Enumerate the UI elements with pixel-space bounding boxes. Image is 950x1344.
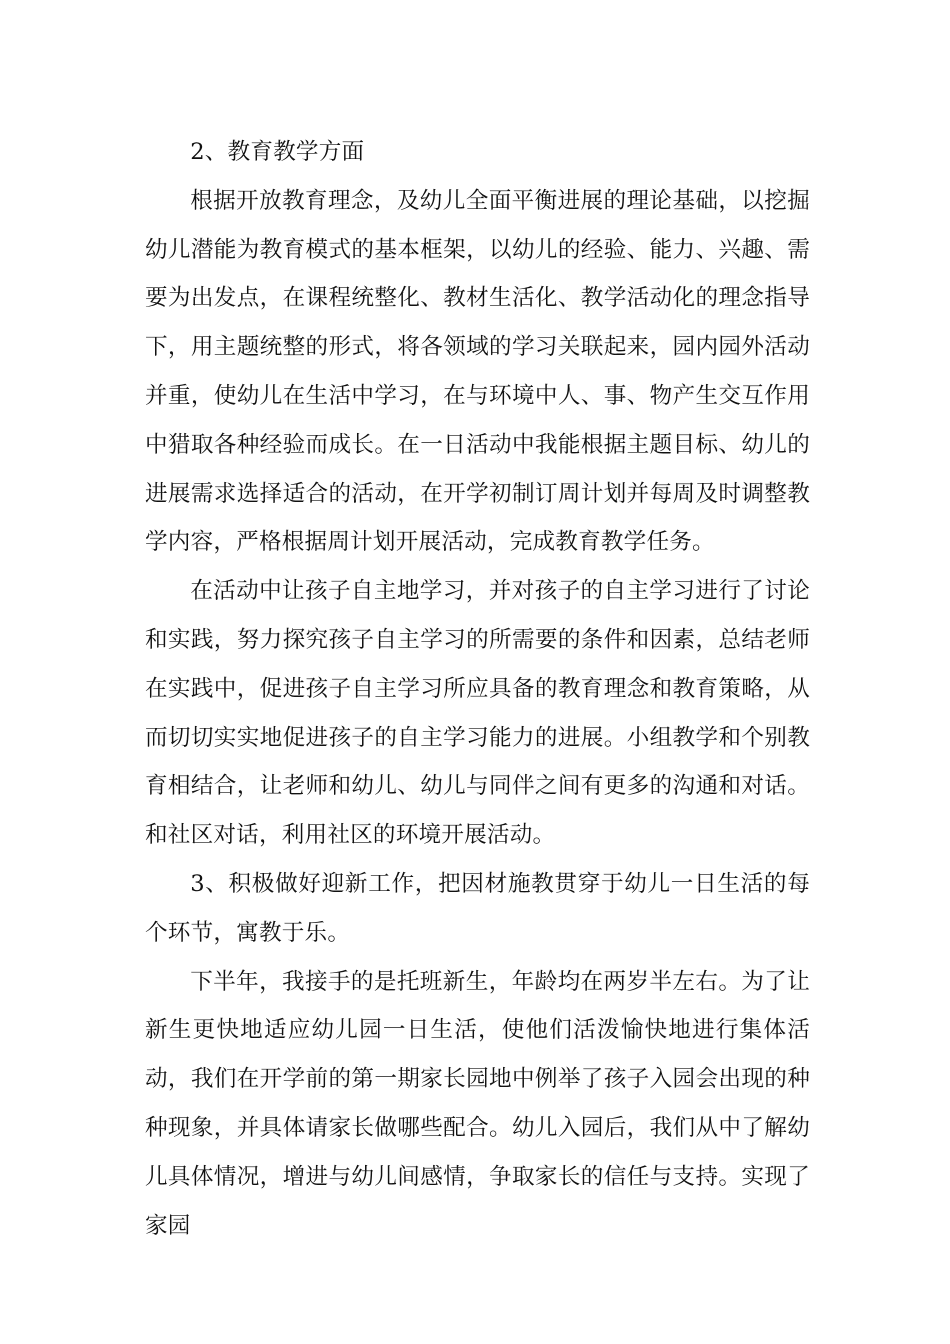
section-heading-orientation: 3、积极做好迎新工作，把因材施教贯穿于幼儿一日生活的每个环节，寓教于乐。 [145,870,810,946]
paragraph-new-students: 下半年，我接手的是托班新生，年龄均在两岁半左右。为了让新生更快地适应幼儿园一日生活，使他们活泼愉快地进行集体活动，我们在开学前的第一期家长园地中例举了孩子入园会出现的种种现象，并具体请家长做哪些配合。幼儿入园后，我们从中了解幼儿具体情况，增进与幼儿间感情，争取家长的信任与支持。实现了家园 [145,968,810,1239]
paragraph-autonomous-learning: 在活动中让孩子自主地学习，并对孩子的自主学习进行了讨论和实践，努力探究孩子自主学习的所需要的条件和因素，总结老师在实践中，促进孩子自主学习所应具备的教育理念和教育策略，从而切切实实地促进孩子的自主学习能力的进展。小组教学和个别教育相结合，让老师和幼儿、幼儿与同伴之间有更多的沟通和对话。和社区对话，利用社区的环境开展活动。 [145,578,810,849]
section-heading-teaching: 2、教育教学方面 [190,139,365,165]
paragraph-teaching-philosophy: 根据开放教育理念，及幼儿全面平衡进展的理论基础，以挖掘幼儿潜能为教育模式的基本框架，以幼儿的经验、能力、兴趣、需要为出发点，在课程统整化、教材生活化、教学活动化的理念指导下，用主题统整的形式，将各领域的学习关联起来，园内园外活动并重，使幼儿在生活中学习，在与环境中人、事、物产生交互作用中猎取各种经验而成长。在一日活动中我能根据主题目标、幼儿的进展需求选择适合的活动，在开学初制订周计划并每周及时调整教学内容，严格根据周计划开展活动，完成教育教学任务。 [145,187,810,556]
document-body [145,128,810,1250]
